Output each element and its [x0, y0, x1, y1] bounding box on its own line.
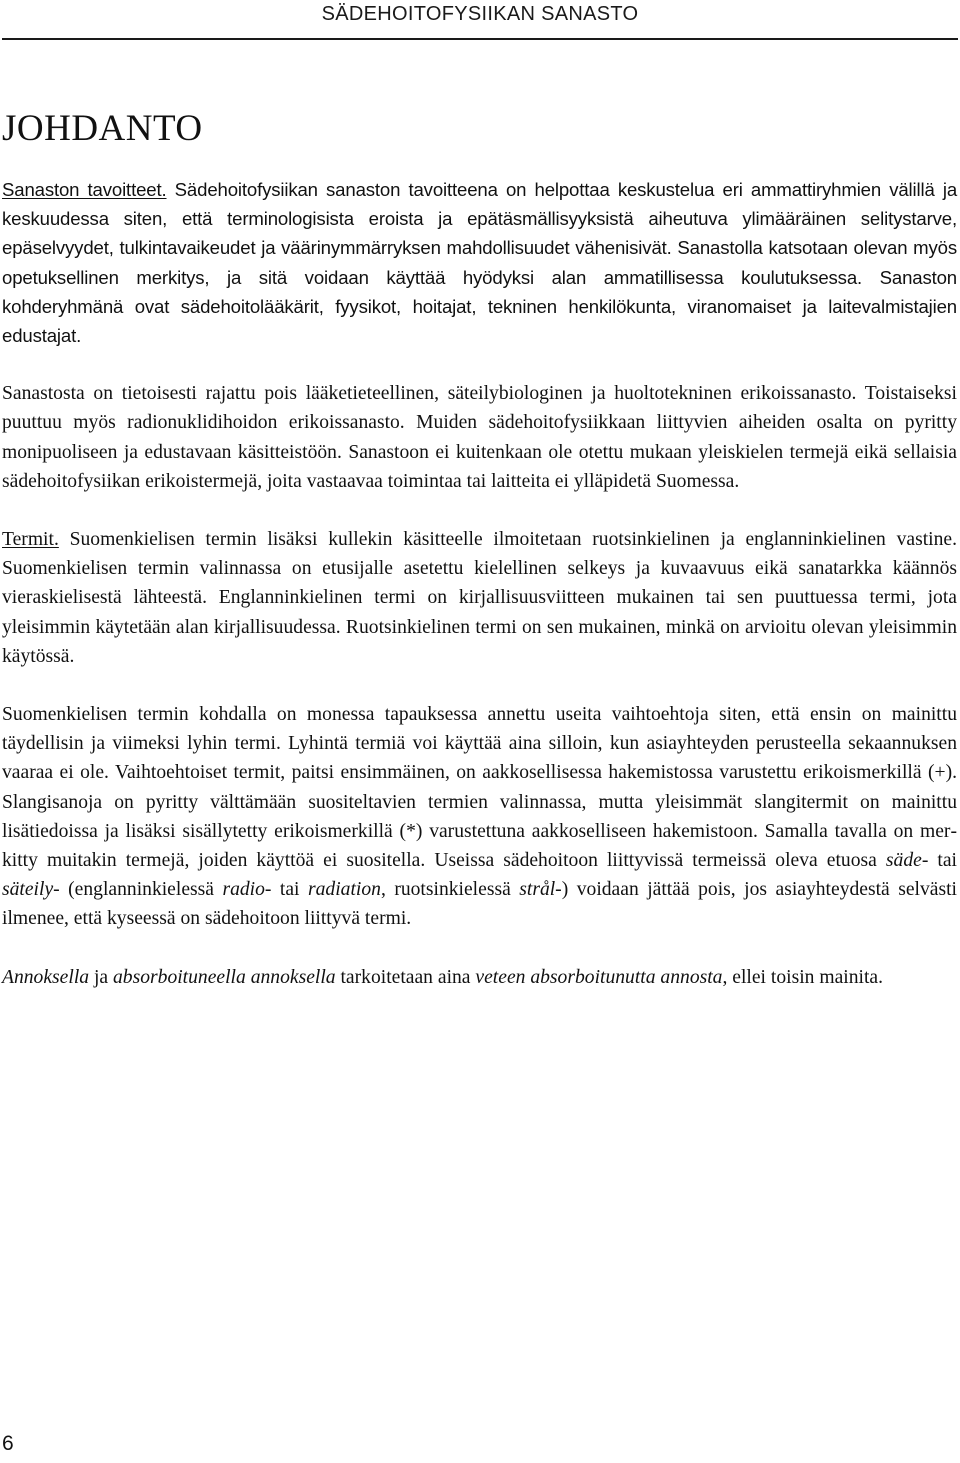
page-number: 6 — [2, 1432, 14, 1455]
italic-term: säteily- — [2, 879, 60, 901]
italic-term: Annoksella — [2, 966, 90, 988]
text-run: ja — [89, 966, 113, 988]
page-title: JOHDANTO — [2, 108, 203, 149]
run-in-heading-terms: Termit. — [2, 529, 59, 551]
paragraph-term-variants — [2, 700, 957, 934]
italic-term: säde- — [885, 850, 929, 872]
italic-term: strål- — [519, 879, 562, 901]
text-run: tai — [928, 850, 958, 872]
paragraph-terms — [2, 525, 957, 671]
body-text — [2, 175, 957, 1021]
italic-term: radio- — [222, 879, 272, 901]
text-run: ) voidaan jättää pois, jos asiayhteydestä selvästi ilmenee, että kyseessä on sädehoitoon liittyvä termi. — [2, 879, 957, 930]
paragraph-text: Sädehoitofysiikan sanaston tavoitteena on helpottaa keskustelua eri ammattiryhmien välillä ja keskuudessa siten, että terminologisista eroista ja epätäsmällisyyksistä aiheutuva ylimääräinen selitystarve, epäselvyydet, tulkintavaikeudet ja väärinymmärryksen mahdollisuudet vähenisivät. Sanastolla katsotaan olevan myös opetuksellinen merkitys, ja sitä voidaan käyttää hyödyksi alan ammatillisessa koulutuksessa. Sanaston kohderyhmänä ovat sädehoitolääkärit, fyysikot, hoitajat, tekninen henkilökunta, viranomaiset ja laitevalmistajien edustajat. — [2, 179, 958, 347]
text-run: tai — [271, 879, 308, 901]
text-run: Suomenkielisen termin kohdalla on monessa tapauksessa annettu useita vaihtoehtoja siten, että ensin on mainittu täydellisin ja viimeksi lyhin termi. Lyhintä termiä voi käyttää aina silloin, kun asiayhteyden perusteella sekaannuksen vaaraa ei ole. Vaihtoehtoiset termit, paitsi ensimmäinen, on aakkosellisessa hakemistossa varustettu erikoismerkillä (+). Slangisanoja on pyritty välttämään suositeltavien termien valinnassa, mutta yleisimmät slangitermit on mainittu lisätiedoissa ja lisäksi sisällytetty erikoismerkillä (*) varustettuna aakkoselliseen hakemistoon. Samalla tavalla on merkitty muitakin termejä, joiden käyttöä ei suositella. Useissa sädehoitoon liittyvissä termeissä oleva etuosa — [2, 704, 957, 872]
header-divider — [2, 38, 958, 40]
paragraph-scope — [2, 379, 957, 496]
italic-term: absorboituneella annoksella — [113, 966, 336, 988]
italic-term: radiation — [307, 879, 381, 901]
paragraph-text: Sanastosta on tietoisesti rajattu pois lääketieteellinen, säteilybiologinen ja huoltotekninen erikoissanasto. Toistaiseksi puuttuu myös radionuklidihoidon erikoissanasto. Muiden sädehoitofysiikkaan liittyvien aiheiden osalta on pyritty monipuoliseen ja edustavaan käsitteistöön. Sanastoon ei kuitenkaan ole otettu mukaan yleiskielen termejä eikä sellaisia sädehoitofysiikan erikoistermejä, joita vastaavaa toimintaa tai laitteita ei ylläpidetä Suomessa. — [2, 383, 957, 492]
run-in-heading-objectives: Sanaston tavoitteet. — [2, 179, 167, 200]
text-run: (englanninkielessä — [59, 879, 223, 901]
paragraph-text: Suomenkielisen termin lisäksi kullekin käsitteelle ilmoitetaan ruotsinkielinen ja englanninkielinen vastine. Suomenkielisen termin valinnassa on etusijalle asetettu kielellinen selkeys ja kuvaavuus eikä sanatarkka käännös vieraskielisestä lähteestä. Englanninkielinen termi on kirjallisuusviitteen mukainen tai sen puuttuessa termi, jota yleisimmin käytetään alan kirjallisuudessa. Ruotsinkielinen termi on sen mukainen, minkä on arvioitu olevan yleisimmin käytössä. — [2, 529, 957, 667]
text-run: tarkoitetaan aina — [335, 966, 476, 988]
paragraph-objectives — [2, 175, 957, 350]
paragraph-dose-definition — [2, 963, 957, 992]
running-header: SÄDEHOITOFYSIIKAN SANASTO — [321, 3, 639, 25]
text-run: , ruotsinkielessä — [380, 879, 520, 901]
italic-term: veteen absorboitunutta annosta — [475, 966, 723, 988]
text-run: , ellei toisin mainita. — [722, 966, 884, 988]
